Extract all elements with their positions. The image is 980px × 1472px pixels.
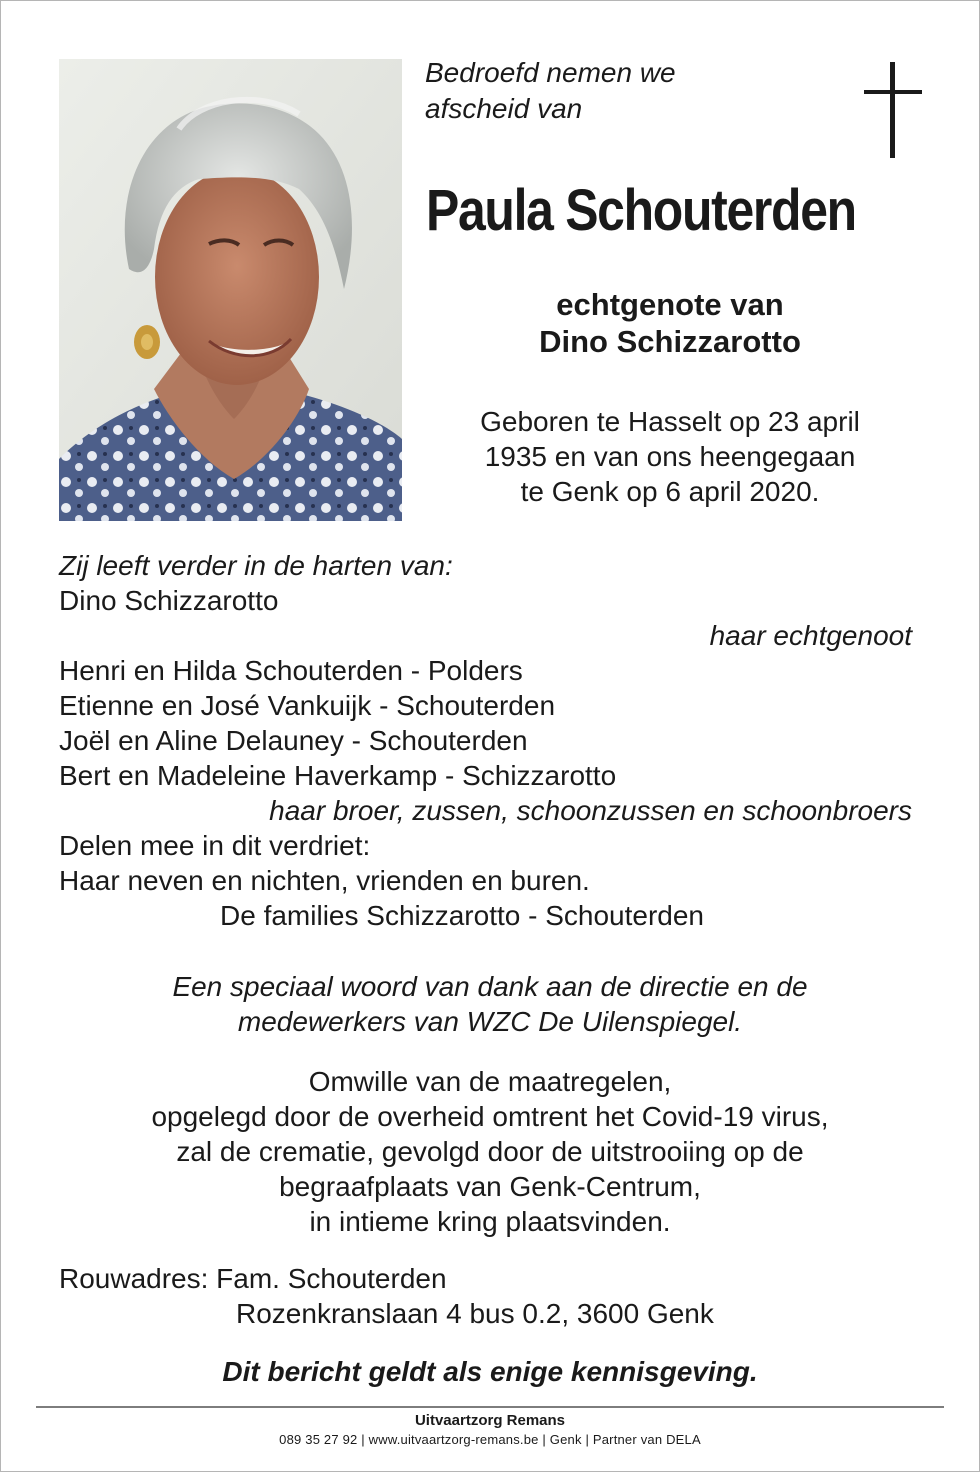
survivors-heading: Zij leeft verder in de harten van: bbox=[59, 550, 453, 581]
birth-death-block bbox=[420, 404, 920, 509]
notice-text: Dit bericht geldt als enige kennisgeving. bbox=[222, 1356, 758, 1387]
intro-line: Bedroefd nemen we bbox=[425, 57, 676, 88]
ceremony-block bbox=[40, 1064, 940, 1239]
family-member: Bert en Madeleine Haverkamp - Schizzarotto bbox=[59, 760, 617, 791]
families-line: De families Schizzarotto - Schouterden bbox=[220, 900, 704, 931]
funeral-company-name: Uitvaartzorg Remans bbox=[414, 1412, 566, 1429]
birth-death-line: Geboren te Hasselt op 23 april bbox=[480, 406, 860, 437]
address-block bbox=[59, 1261, 939, 1331]
thanks-block bbox=[40, 969, 940, 1039]
family-member: Henri en Hilda Schouterden - Polders bbox=[59, 655, 523, 686]
spouse-line: Dino Schizzarotto bbox=[539, 324, 801, 359]
ceremony-line: Omwille van de maatregelen, bbox=[308, 1066, 672, 1097]
birth-death-line: te Genk op 6 april 2020. bbox=[520, 476, 820, 507]
cross-icon bbox=[864, 62, 922, 158]
birth-death-line: 1935 en van ons heengegaan bbox=[484, 441, 856, 472]
ceremony-line: begraafplaats van Genk-Centrum, bbox=[279, 1171, 701, 1202]
share-line: Haar neven en nichten, vrienden en buren. bbox=[59, 865, 590, 896]
ceremony-line: opgelegd door de overheid omtrent het Covid-19 virus, bbox=[151, 1101, 829, 1132]
footer-divider bbox=[36, 1406, 944, 1408]
husband-name: Dino Schizzarotto bbox=[59, 585, 279, 616]
spouse-line: echtgenote van bbox=[556, 287, 784, 322]
ceremony-line: zal de crematie, gevolgd door de uitstrooiing op de bbox=[176, 1136, 804, 1167]
family-member: Etienne en José Vankuijk - Schouterden bbox=[59, 690, 556, 721]
intro-text bbox=[425, 55, 676, 127]
address-street: Rozenkranslaan 4 bus 0.2, 3600 Genk bbox=[236, 1298, 714, 1329]
portrait-photo bbox=[59, 59, 402, 521]
thanks-line: Een speciaal woord van dank aan de directie en de bbox=[172, 971, 808, 1002]
address-label: Rouwadres: Fam. Schouterden bbox=[59, 1263, 447, 1294]
survivors-block bbox=[59, 548, 929, 933]
family-role: haar broer, zussen, schoonzussen en schoonbroers bbox=[269, 795, 912, 826]
funeral-company-contact: 089 35 27 92 | www.uitvaartzorg-remans.be | Genk | Partner van DELA bbox=[279, 1432, 701, 1447]
ceremony-line: in intieme kring plaatsvinden. bbox=[309, 1206, 671, 1237]
family-member: Joël en Aline Delauney - Schouterden bbox=[59, 725, 528, 756]
spouse-block bbox=[420, 286, 920, 360]
thanks-line: medewerkers van WZC De Uilenspiegel. bbox=[237, 1006, 743, 1037]
deceased-name: Paula Schouterden bbox=[426, 178, 856, 243]
share-heading: Delen mee in dit verdriet: bbox=[59, 830, 371, 861]
intro-line: afscheid van bbox=[425, 93, 583, 124]
husband-role: haar echtgenoot bbox=[709, 620, 912, 651]
